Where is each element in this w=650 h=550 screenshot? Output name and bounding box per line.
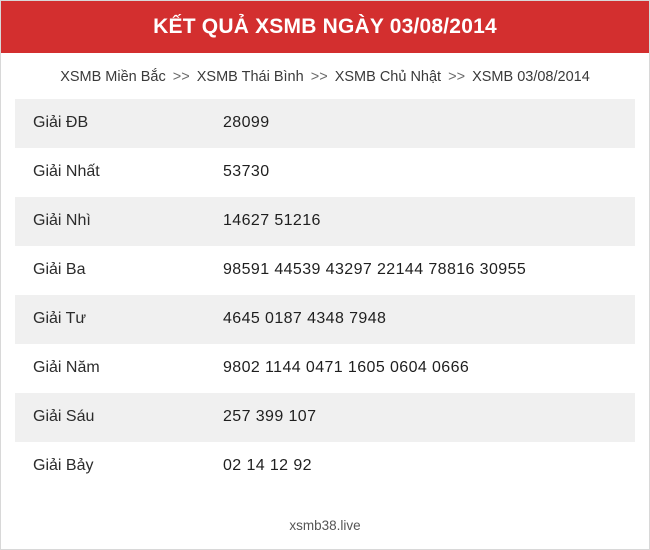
prize-label: Giải ĐB bbox=[33, 114, 89, 132]
table-row bbox=[15, 246, 635, 295]
breadcrumb bbox=[1, 53, 649, 99]
table-row bbox=[15, 148, 635, 197]
table-row bbox=[15, 344, 635, 393]
breadcrumb-item-weekday[interactable]: XSMB Chủ Nhật bbox=[334, 69, 442, 86]
breadcrumb-item-date[interactable]: XSMB 03/08/2014 bbox=[472, 69, 590, 86]
footer-site-name: xsmb38.live bbox=[289, 518, 361, 533]
table-row bbox=[15, 197, 635, 246]
breadcrumb-separator: >> bbox=[172, 69, 190, 86]
prize-numbers: 9802 1144 0471 1605 0604 0666 bbox=[223, 359, 470, 377]
results-table bbox=[15, 99, 635, 491]
prize-label: Giải Tư bbox=[33, 310, 87, 328]
table-row bbox=[15, 99, 635, 148]
prize-label: Giải Nhất bbox=[33, 163, 100, 181]
breadcrumb-item-province[interactable]: XSMB Thái Bình bbox=[196, 69, 304, 86]
prize-numbers: 14627 51216 bbox=[223, 212, 321, 230]
prize-numbers: 98591 44539 43297 22144 78816 30955 bbox=[223, 261, 527, 279]
prize-numbers: 257 399 107 bbox=[223, 408, 317, 426]
prize-label: Giải Năm bbox=[33, 359, 100, 377]
table-row bbox=[15, 393, 635, 442]
prize-numbers: 4645 0187 4348 7948 bbox=[223, 310, 387, 328]
breadcrumb-separator: >> bbox=[448, 69, 466, 86]
page-title: KẾT QUẢ XSMB NGÀY 03/08/2014 bbox=[1, 1, 649, 53]
prize-label: Giải Bảy bbox=[33, 457, 94, 475]
prize-label: Giải Sáu bbox=[33, 408, 95, 426]
table-row bbox=[15, 442, 635, 491]
prize-numbers: 02 14 12 92 bbox=[223, 457, 312, 475]
prize-label: Giải Ba bbox=[33, 261, 86, 279]
breadcrumb-item-region[interactable]: XSMB Miền Bắc bbox=[60, 69, 166, 86]
prize-numbers: 53730 bbox=[223, 163, 270, 181]
prize-numbers: 28099 bbox=[223, 114, 270, 132]
prize-label: Giải Nhì bbox=[33, 212, 91, 230]
breadcrumb-separator: >> bbox=[310, 69, 328, 86]
table-row bbox=[15, 295, 635, 344]
